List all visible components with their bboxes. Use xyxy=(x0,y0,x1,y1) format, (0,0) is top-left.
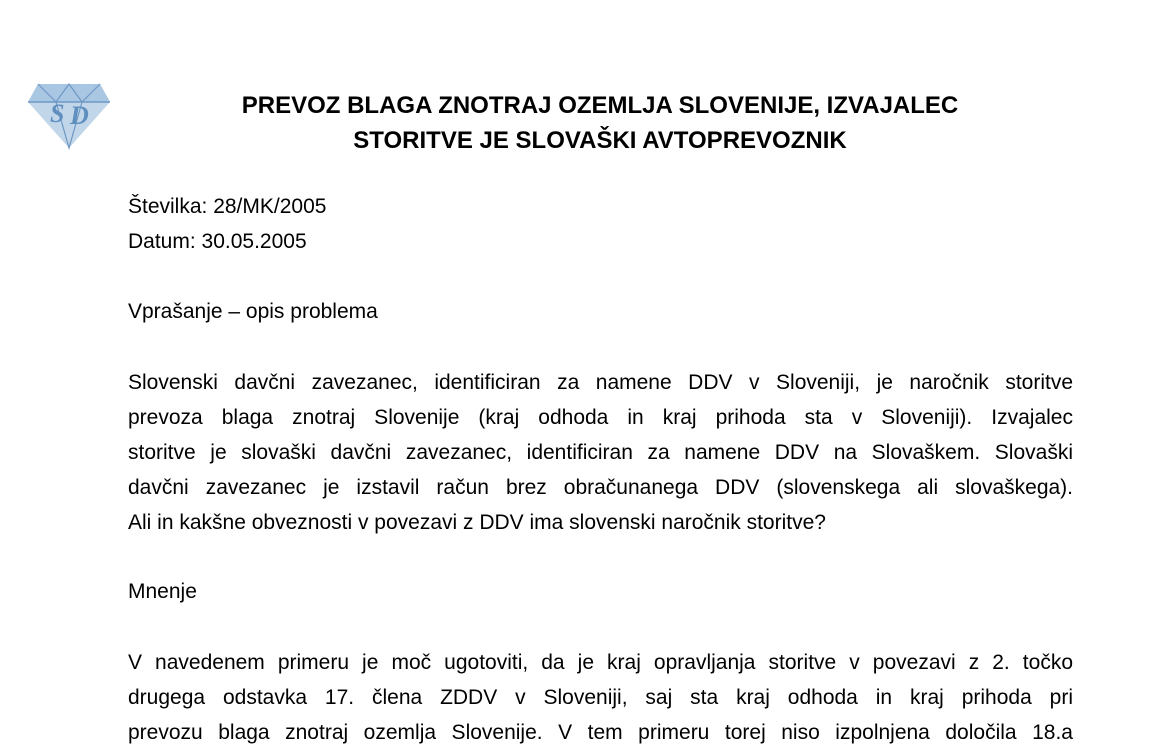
paragraph-line: V navedenem primeru je moč ugotoviti, da je kraj opravljanja storitve v povezavi z 2. točko xyxy=(128,651,1073,674)
opinion-paragraph xyxy=(128,645,1073,750)
question-heading: Vprašanje – opis problema xyxy=(128,300,378,323)
title-line-1: PREVOZ BLAGA ZNOTRAJ OZEMLJA SLOVENIJE, IZVAJALEC xyxy=(241,92,959,119)
company-logo-icon xyxy=(26,78,112,150)
paragraph-line: Slovenski davčni zavezanec, identificiran za namene DDV v Sloveniji, je naročnik storitve xyxy=(128,371,1073,394)
paragraph-line: drugega odstavka 17. člena ZDDV v Sloveniji, saj sta kraj odhoda in kraj prihoda pri xyxy=(128,686,1073,709)
opinion-heading: Mnenje xyxy=(128,580,197,603)
paragraph-line: storitve je slovaški davčni zavezanec, identificiran za namene DDV na Slovaškem. Slovaški xyxy=(128,441,1073,464)
title-line-2: STORITVE JE SLOVAŠKI AVTOPREVOZNIK xyxy=(353,127,847,154)
document-title xyxy=(120,88,1080,158)
document-date: Datum: 30.05.2005 xyxy=(128,230,307,253)
paragraph-line: Ali in kakšne obveznosti v povezavi z DDV ima slovenski naročnik storitve? xyxy=(128,511,826,534)
paragraph-line: prevoza blaga znotraj Slovenije (kraj odhoda in kraj prihoda sta v Sloveniji). Izvajalec xyxy=(128,406,1073,429)
paragraph-line: prevozu blaga znotraj ozemlja Slovenije. V tem primeru torej niso izpolnjena določila 18.a xyxy=(128,721,1073,744)
svg-text:S: S xyxy=(50,99,65,128)
document-number: Številka: 28/MK/2005 xyxy=(128,195,327,218)
paragraph-line: davčni zavezanec je izstavil račun brez obračunanega DDV (slovenskega ali slovaškega). xyxy=(128,476,1073,499)
svg-text:D: D xyxy=(70,101,89,130)
question-paragraph xyxy=(128,365,1073,540)
